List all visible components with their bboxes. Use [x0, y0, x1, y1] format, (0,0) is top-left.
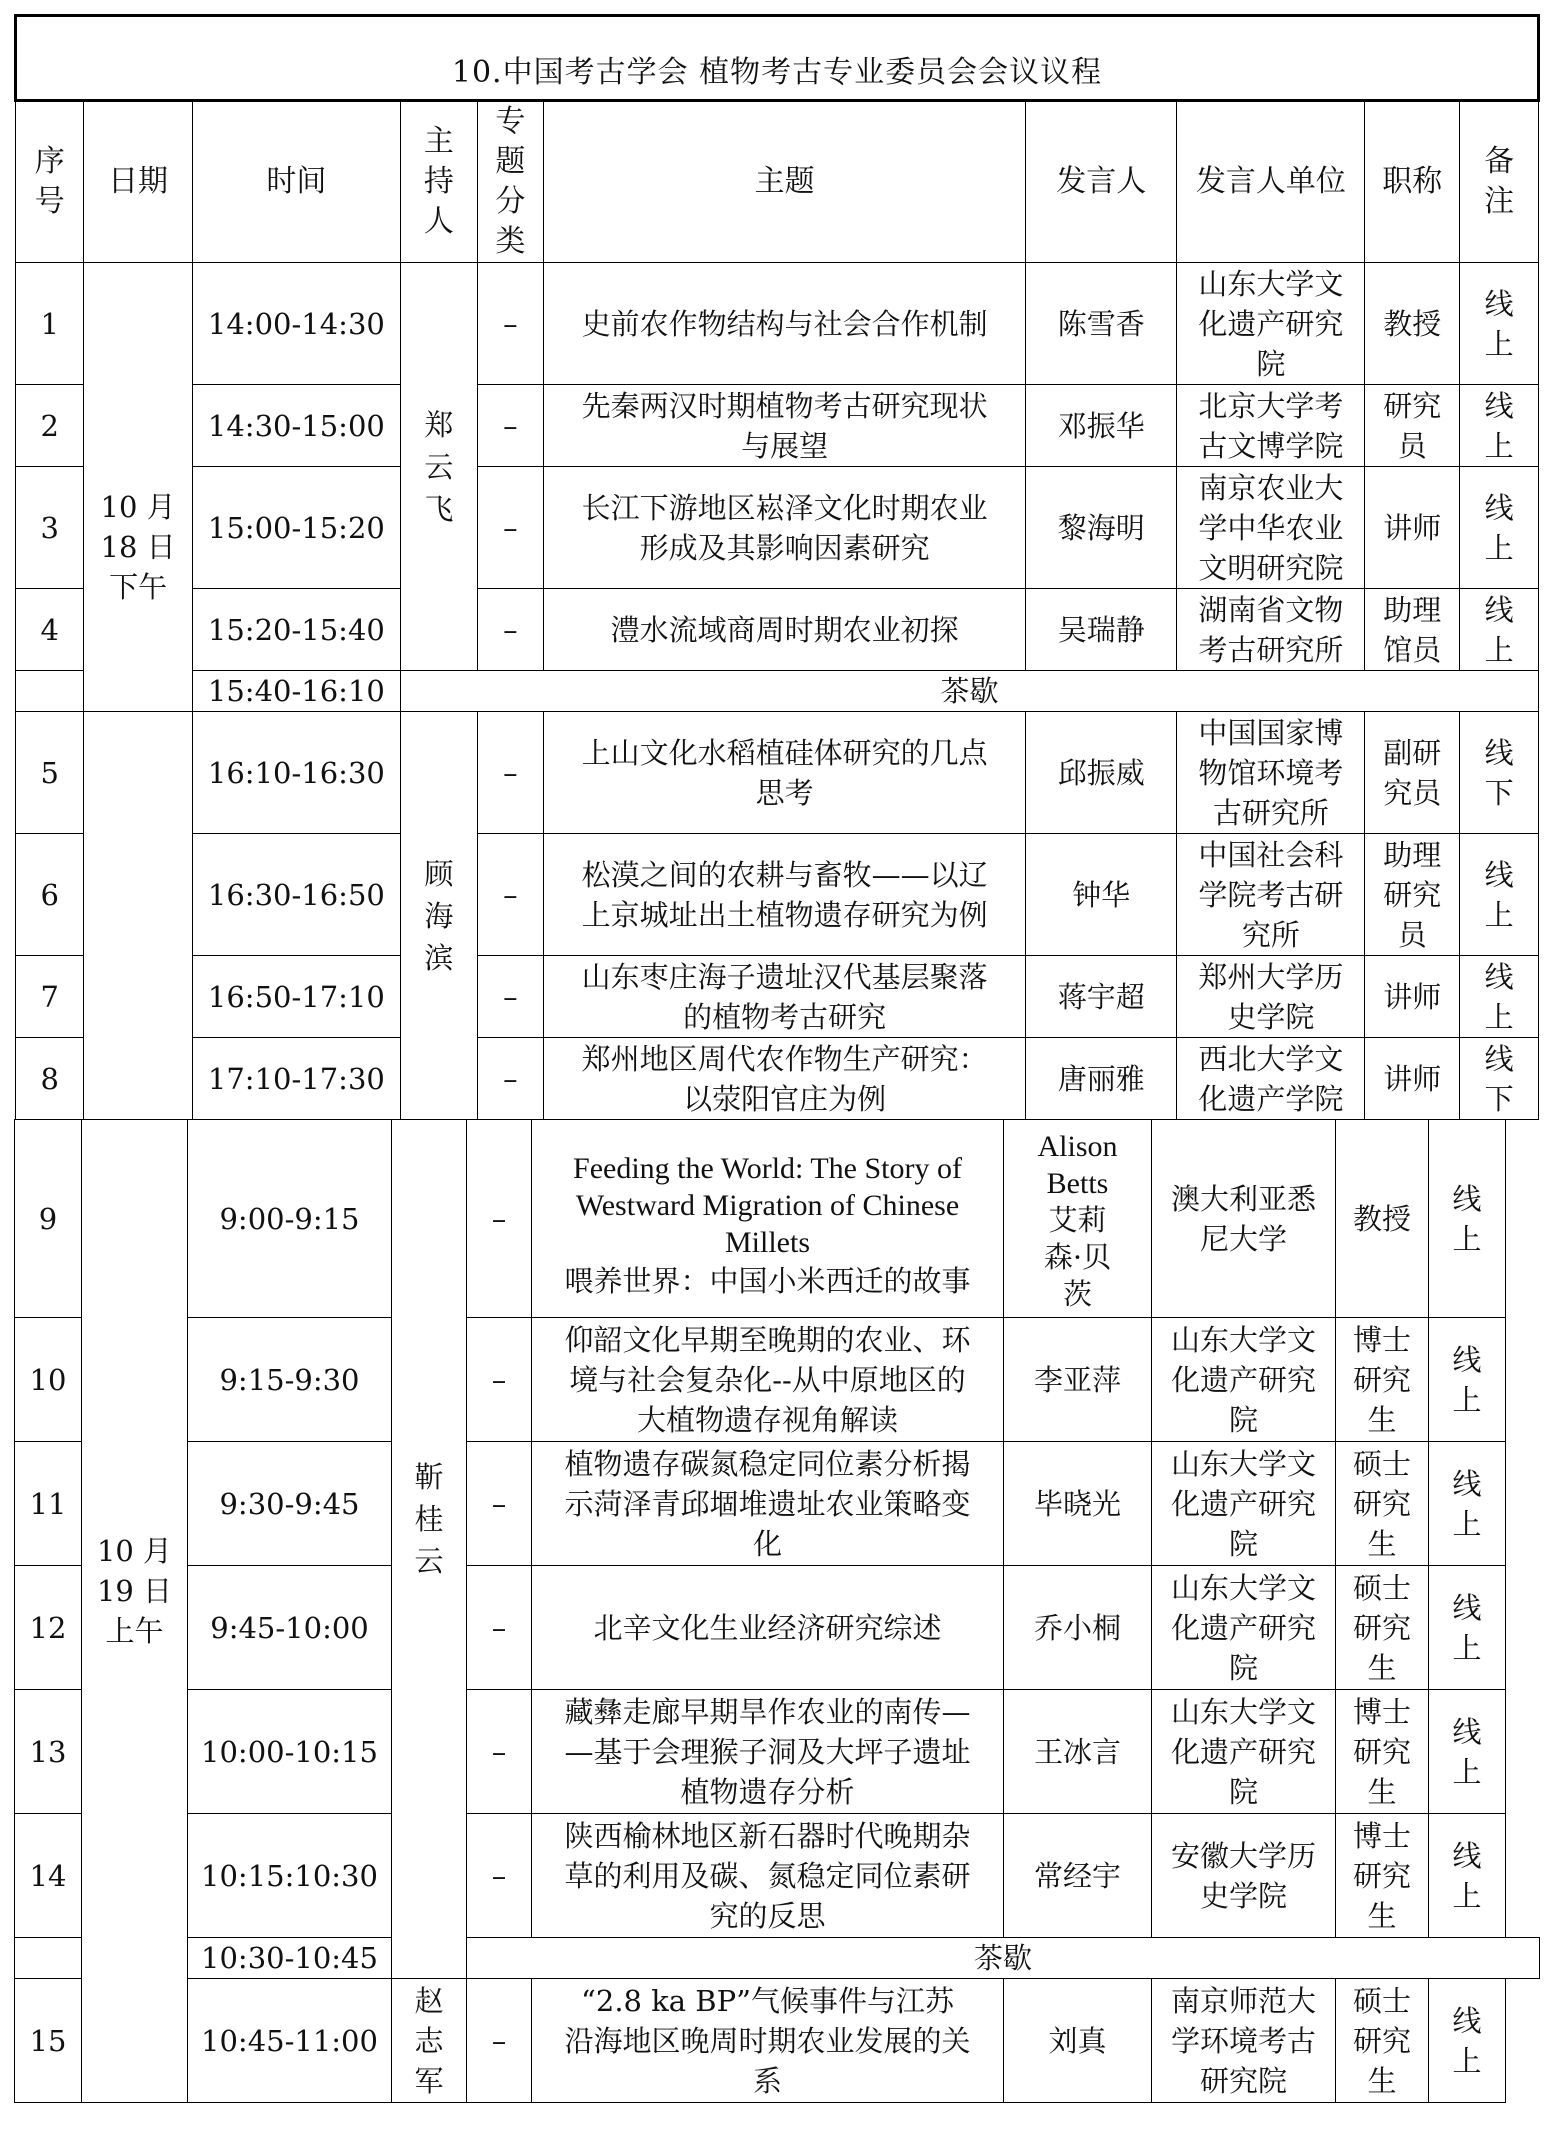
- row-topic: 北辛文化生业经济研究综述: [532, 1566, 1004, 1690]
- row-topic: 山东枣庄海子遗址汉代基层聚落 的植物考古研究: [544, 956, 1026, 1038]
- row-category: –: [467, 1979, 532, 2103]
- row-speaker: 毕晓光: [1004, 1442, 1152, 1566]
- row-time: 15:20-15:40: [192, 589, 400, 671]
- row-title: 博士 研究 生: [1336, 1690, 1429, 1814]
- row-category: –: [477, 263, 543, 385]
- row-note: 线 上: [1460, 385, 1539, 467]
- row-note: 线 上: [1460, 834, 1539, 956]
- row-no: 14: [15, 1814, 82, 1938]
- row-time: 10:45-11:00: [188, 1979, 392, 2103]
- row-note: 线 上: [1429, 1442, 1506, 1566]
- host-cell: 靳 桂 云: [392, 1120, 467, 1979]
- row-topic: 上山文化水稻植硅体研究的几点 思考: [544, 712, 1026, 834]
- header-no: 序 号: [16, 101, 84, 263]
- row-no: 11: [15, 1442, 82, 1566]
- row-topic-zh: 喂养世界：中国小米西迁的故事: [564, 1264, 971, 1298]
- row-time: 9:15-9:30: [188, 1318, 392, 1442]
- row-category: –: [477, 956, 543, 1038]
- table-row: [16, 263, 1539, 385]
- row-speaker: 邱振威: [1026, 712, 1177, 834]
- row-no: 10: [15, 1318, 82, 1442]
- agenda-sheet: [14, 14, 1540, 2115]
- row-title: 博士 研究 生: [1336, 1814, 1429, 1938]
- row-title: 讲师: [1365, 467, 1460, 589]
- row-no: 9: [15, 1120, 82, 1318]
- row-title: 研究 员: [1365, 385, 1460, 467]
- row-no: 8: [16, 1038, 84, 1120]
- row-time: 10:00-10:15: [188, 1690, 392, 1814]
- row-time: 9:45-10:00: [188, 1566, 392, 1690]
- break-label: 茶歇: [467, 1938, 1540, 1979]
- row-note: 线 上: [1429, 1814, 1506, 1938]
- table-row: [15, 1318, 1540, 1442]
- table-row: [15, 1690, 1540, 1814]
- row-title: 副研 究员: [1365, 712, 1460, 834]
- row-title: 硕士 研究 生: [1336, 1442, 1429, 1566]
- row-category: –: [467, 1814, 532, 1938]
- row-no: 12: [15, 1566, 82, 1690]
- header-unit: 发言人单位: [1177, 101, 1365, 263]
- table-row: [16, 834, 1539, 956]
- header-topic: 主题: [544, 101, 1026, 263]
- row-unit: 南京师范大 学环境考古 研究院: [1152, 1979, 1336, 2103]
- row-topic: “2.8 ka BP”气候事件与江苏 沿海地区晚周时期农业发展的关 系: [532, 1979, 1004, 2103]
- row-no: 5: [16, 712, 84, 834]
- row-speaker-en: Alison Betts: [1037, 1130, 1118, 1200]
- table-row: [15, 1814, 1540, 1938]
- row-speaker: 陈雪香: [1026, 263, 1177, 385]
- row-title: 助理 研究 员: [1365, 834, 1460, 956]
- row-topic: 植物遗存碳氮稳定同位素分析揭 示菏泽青邱堌堆遗址农业策略变 化: [532, 1442, 1004, 1566]
- row-topic: 郑州地区周代农作物生产研究： 以荥阳官庄为例: [544, 1038, 1026, 1120]
- row-no: 13: [15, 1690, 82, 1814]
- row-topic: 澧水流域商周时期农业初探: [544, 589, 1026, 671]
- table-row: [16, 385, 1539, 467]
- row-note: 线 上: [1429, 1566, 1506, 1690]
- table-row: [16, 467, 1539, 589]
- row-unit: 湖南省文物 考古研究所: [1177, 589, 1365, 671]
- row-title: 博士 研究 生: [1336, 1318, 1429, 1442]
- row-note: 线 上: [1460, 467, 1539, 589]
- row-speaker: 唐丽雅: [1026, 1038, 1177, 1120]
- row-speaker: 吴瑞静: [1026, 589, 1177, 671]
- table-row: [16, 956, 1539, 1038]
- row-category: –: [477, 385, 543, 467]
- row-category: –: [467, 1318, 532, 1442]
- break-time: 15:40-16:10: [192, 671, 400, 712]
- row-unit: 山东大学文 化遗产研究 院: [1152, 1690, 1336, 1814]
- row-note: 线 下: [1460, 1038, 1539, 1120]
- row-title: 讲师: [1365, 1038, 1460, 1120]
- row-note: 线 上: [1429, 1979, 1506, 2103]
- row-time: 16:10-16:30: [192, 712, 400, 834]
- row-no: 2: [16, 385, 84, 467]
- row-category: –: [477, 712, 543, 834]
- header-speaker: 发言人: [1026, 101, 1177, 263]
- row-no: 6: [16, 834, 84, 956]
- agenda-table: [14, 14, 1540, 1120]
- header-category: 专 题 分 类: [477, 101, 543, 263]
- break-time: 10:30-10:45: [188, 1938, 392, 1979]
- row-no: [16, 671, 84, 712]
- row-speaker: 乔小桐: [1004, 1566, 1152, 1690]
- row-speaker: 王冰言: [1004, 1690, 1152, 1814]
- row-title: 教授: [1336, 1120, 1429, 1318]
- header-time: 时间: [192, 101, 400, 263]
- row-unit: 南京农业大 学中华农业 文明研究院: [1177, 467, 1365, 589]
- row-time: 16:50-17:10: [192, 956, 400, 1038]
- row-no: [15, 1938, 82, 1979]
- header-title: 职称: [1365, 101, 1460, 263]
- row-topic: 松漠之间的农耕与畜牧——以辽 上京城址出土植物遗存研究为例: [544, 834, 1026, 956]
- row-title: 教授: [1365, 263, 1460, 385]
- row-speaker: 蒋宇超: [1026, 956, 1177, 1038]
- row-unit: 西北大学文 化遗产学院: [1177, 1038, 1365, 1120]
- row-category: –: [477, 589, 543, 671]
- row-time: 17:10-17:30: [192, 1038, 400, 1120]
- row-category: –: [467, 1690, 532, 1814]
- row-speaker: 邓振华: [1026, 385, 1177, 467]
- row-topic: 仰韶文化早期至晚期的农业、环 境与社会复杂化--从中原地区的 大植物遗存视角解读: [532, 1318, 1004, 1442]
- row-category: –: [477, 467, 543, 589]
- header-date: 日期: [84, 101, 192, 263]
- row-unit: 山东大学文 化遗产研究 院: [1177, 263, 1365, 385]
- row-speaker: 黎海明: [1026, 467, 1177, 589]
- row-topic: 先秦两汉时期植物考古研究现状 与展望: [544, 385, 1026, 467]
- agenda-table-part2: [14, 1119, 1540, 2103]
- table-row: [15, 1442, 1540, 1566]
- row-speaker: 李亚萍: [1004, 1318, 1152, 1442]
- row-unit: 山东大学文 化遗产研究 院: [1152, 1566, 1336, 1690]
- date-cell: 10 月 18 日 下午: [84, 263, 192, 712]
- row-note: 线 上: [1429, 1120, 1506, 1318]
- row-unit: 山东大学文 化遗产研究 院: [1152, 1318, 1336, 1442]
- row-category: –: [477, 1038, 543, 1120]
- header-note: 备 注: [1460, 101, 1539, 263]
- host-cell: 赵 志 军: [392, 1979, 467, 2103]
- row-topic: 藏彝走廊早期旱作农业的南传— —基于会理猴子洞及大坪子遗址 植物遗存分析: [532, 1690, 1004, 1814]
- row-unit: 安徽大学历 史学院: [1152, 1814, 1336, 1938]
- row-no: 4: [16, 589, 84, 671]
- row-note: 线 上: [1429, 1318, 1506, 1442]
- row-unit: 山东大学文 化遗产研究 院: [1152, 1442, 1336, 1566]
- row-speaker: 常经宇: [1004, 1814, 1152, 1938]
- row-time: 14:30-15:00: [192, 385, 400, 467]
- row-note: 线 上: [1460, 589, 1539, 671]
- row-no: 7: [16, 956, 84, 1038]
- row-note: 线 上: [1429, 1690, 1506, 1814]
- break-row: [16, 671, 1539, 712]
- table-row: [16, 712, 1539, 834]
- row-title: 硕士 研究 生: [1336, 1566, 1429, 1690]
- row-category: –: [467, 1442, 532, 1566]
- row-note: 线 下: [1460, 712, 1539, 834]
- date-cell: 10 月 19 日 上午: [82, 1120, 188, 2103]
- row-speaker: [1004, 1120, 1152, 1318]
- table-row: [16, 1038, 1539, 1120]
- row-time: 14:00-14:30: [192, 263, 400, 385]
- table-row: [15, 1120, 1540, 1318]
- row-unit: 北京大学考 古文博学院: [1177, 385, 1365, 467]
- header-host: 主 持 人: [401, 101, 478, 263]
- row-unit: 中国社会科 学院考古研 究所: [1177, 834, 1365, 956]
- row-topic: 史前农作物结构与社会合作机制: [544, 263, 1026, 385]
- row-title: 助理 馆员: [1365, 589, 1460, 671]
- row-category: –: [477, 834, 543, 956]
- row-unit: 郑州大学历 史学院: [1177, 956, 1365, 1038]
- row-category: –: [467, 1566, 532, 1690]
- host-cell: 顾 海 滨: [401, 712, 478, 1120]
- row-speaker: 刘真: [1004, 1979, 1152, 2103]
- date-cell: [84, 712, 192, 1120]
- row-unit: 中国国家博 物馆环境考 古研究所: [1177, 712, 1365, 834]
- row-unit: 澳大利亚悉 尼大学: [1152, 1120, 1336, 1318]
- row-title: 硕士 研究 生: [1336, 1979, 1429, 2103]
- row-time: 9:00-9:15: [188, 1120, 392, 1318]
- table-row: [16, 589, 1539, 671]
- table-row: [15, 1979, 1540, 2103]
- row-time: 16:30-16:50: [192, 834, 400, 956]
- table-row: [15, 1566, 1540, 1690]
- row-speaker-zh: 艾莉 森·贝 茨: [1043, 1203, 1112, 1311]
- row-no: 3: [16, 467, 84, 589]
- break-label: 茶歇: [401, 671, 1539, 712]
- break-row: [15, 1938, 1540, 1979]
- page-title: 10.中国考古学会 植物考古专业委员会会议议程: [16, 16, 1539, 101]
- row-speaker: 钟华: [1026, 834, 1177, 956]
- row-no: 1: [16, 263, 84, 385]
- row-no: 15: [15, 1979, 82, 2103]
- row-topic: [532, 1120, 1004, 1318]
- row-note: 线 上: [1460, 956, 1539, 1038]
- row-topic-en: Feeding the World: The Story of Westward Migration of Chinese Millets: [573, 1152, 962, 1259]
- row-category: –: [467, 1120, 532, 1318]
- row-topic: 长江下游地区崧泽文化时期农业 形成及其影响因素研究: [544, 467, 1026, 589]
- row-title: 讲师: [1365, 956, 1460, 1038]
- row-note: 线 上: [1460, 263, 1539, 385]
- row-time: 15:00-15:20: [192, 467, 400, 589]
- row-time: 9:30-9:45: [188, 1442, 392, 1566]
- row-topic: 陕西榆林地区新石器时代晚期杂 草的利用及碳、氮稳定同位素研 究的反思: [532, 1814, 1004, 1938]
- row-time: 10:15:10:30: [188, 1814, 392, 1938]
- host-cell: 郑 云 飞: [401, 263, 478, 671]
